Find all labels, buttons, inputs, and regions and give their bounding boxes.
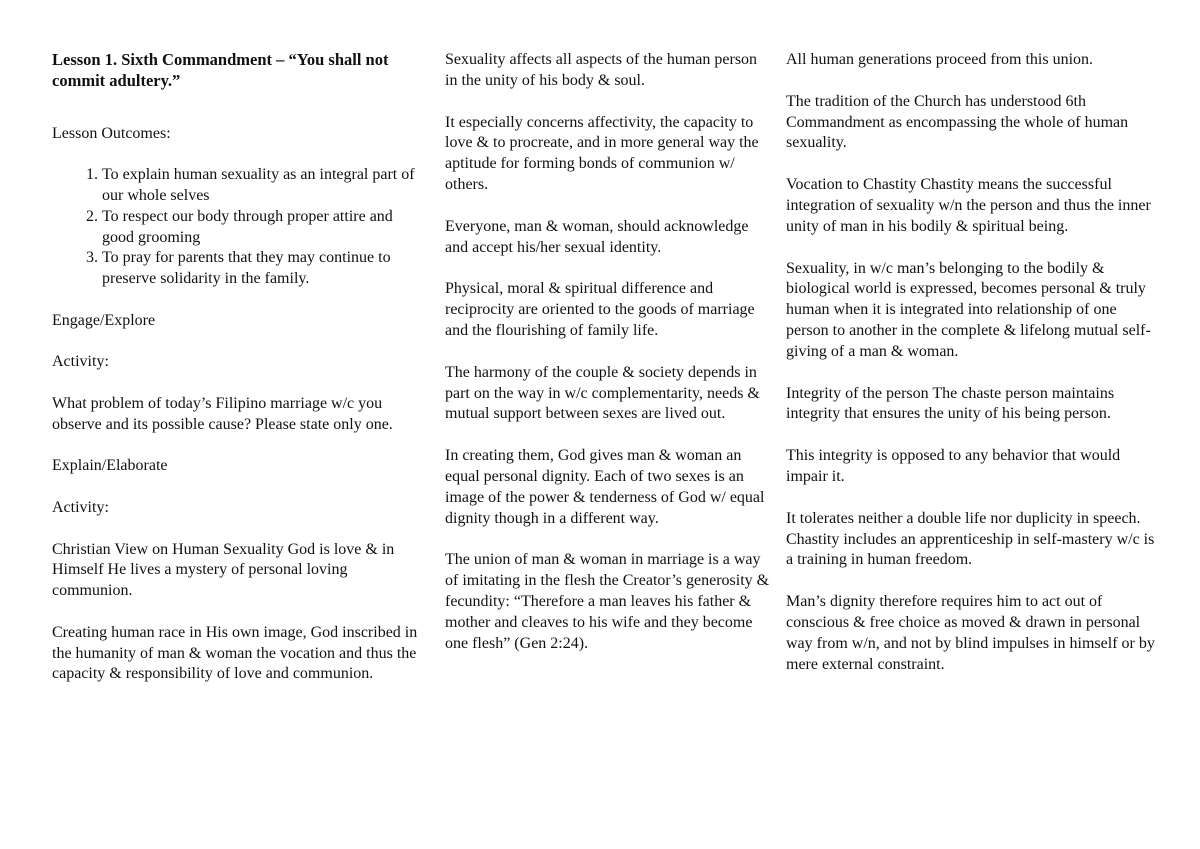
explain-heading: Explain/Elaborate bbox=[52, 457, 168, 475]
activity-label: Activity: bbox=[52, 498, 109, 516]
outcome-item: 2. To respect our body through proper attire and good grooming bbox=[102, 207, 420, 249]
activity-question: What problem of today’s Filipino marriage w/c you observe and its possible cause? Please state only one. bbox=[52, 394, 393, 433]
paragraph: All human generations proceed from this union. bbox=[786, 51, 1094, 68]
paragraph: It especially concerns affectivity, the capacity to love & to procreate, and in more general way the aptitude for forming bonds of communion w/ others. bbox=[445, 113, 759, 193]
outcomes-label: Lesson Outcomes: bbox=[52, 124, 171, 142]
paragraph: This integrity is opposed to any behavior that would impair it. bbox=[786, 447, 1121, 485]
paragraph: Sexuality affects all aspects of the human person in the unity of his body & soul. bbox=[445, 51, 758, 89]
paragraph: The tradition of the Church has understood 6th Commandment as encompassing the whole of human sexuality. bbox=[786, 92, 1129, 152]
activity-label: Activity: bbox=[52, 353, 109, 371]
paragraph: Man’s dignity therefore requires him to act out of conscious & free choice as moved & drawn in personal way from w/n, and not by blind impulses in himself or by mere external constraint. bbox=[786, 593, 1155, 673]
paragraph: Christian View on Human Sexuality God is love & in Himself He lives a mystery of personal loving communion. bbox=[52, 540, 395, 600]
outcome-item: 3. To pray for parents that they may continue to preserve solidarity in the family. bbox=[102, 248, 420, 290]
paragraph: The union of man & woman in marriage is a way of imitating in the flesh the Creator’s generosity & fecundity: “Therefore a man leaves his father & mother and cleaves to his wife and they become one flesh” (Gen 2:24). bbox=[445, 551, 770, 652]
paragraph: Sexuality, in w/c man’s belonging to the bodily & biological world is expressed, becomes personal & truly human when it is integrated into relationship of one person to another in the complete & lifelong mutual self-giving of a man & woman. bbox=[786, 259, 1151, 360]
outcome-item: 1. To explain human sexuality as an integral part of our whole selves bbox=[102, 165, 420, 207]
paragraph: Creating human race in His own image, God inscribed in the humanity of man & woman the vocation and thus the capacity & responsibility of love and communion. bbox=[52, 623, 418, 683]
paragraph: It tolerates neither a double life nor duplicity in speech. Chastity includes an apprenticeship in self-mastery w/c is a training in human freedom. bbox=[786, 509, 1155, 569]
engage-heading: Engage/Explore bbox=[52, 311, 156, 329]
paragraph: Physical, moral & spiritual difference and reciprocity are oriented to the goods of marriage and the flourishing of family life. bbox=[445, 280, 755, 339]
column-right bbox=[786, 50, 1161, 696]
title-spacer bbox=[52, 102, 420, 124]
lesson-title: Lesson 1. Sixth Commandment – “You shall not commit adultery.” bbox=[52, 50, 389, 90]
paragraph: Vocation to Chastity Chastity means the successful integration of sexuality w/n the person and thus the inner unity of man in his bodily & spiritual being. bbox=[786, 176, 1151, 235]
column-left bbox=[52, 50, 420, 706]
column-middle bbox=[445, 50, 770, 675]
paragraph: In creating them, God gives man & woman an equal personal dignity. Each of two sexes is an image of the power & tenderness of God w/ equal dignity though in a different way. bbox=[445, 447, 765, 527]
outcomes-list bbox=[52, 165, 420, 290]
paragraph: The harmony of the couple & society depends in part on the way in w/c complementarity, needs & mutual support between sexes are lived out. bbox=[445, 363, 760, 423]
paragraph: Integrity of the person The chaste person maintains integrity that ensures the unity of his being person. bbox=[786, 384, 1115, 423]
paragraph: Everyone, man & woman, should acknowledge and accept his/her sexual identity. bbox=[445, 217, 749, 256]
